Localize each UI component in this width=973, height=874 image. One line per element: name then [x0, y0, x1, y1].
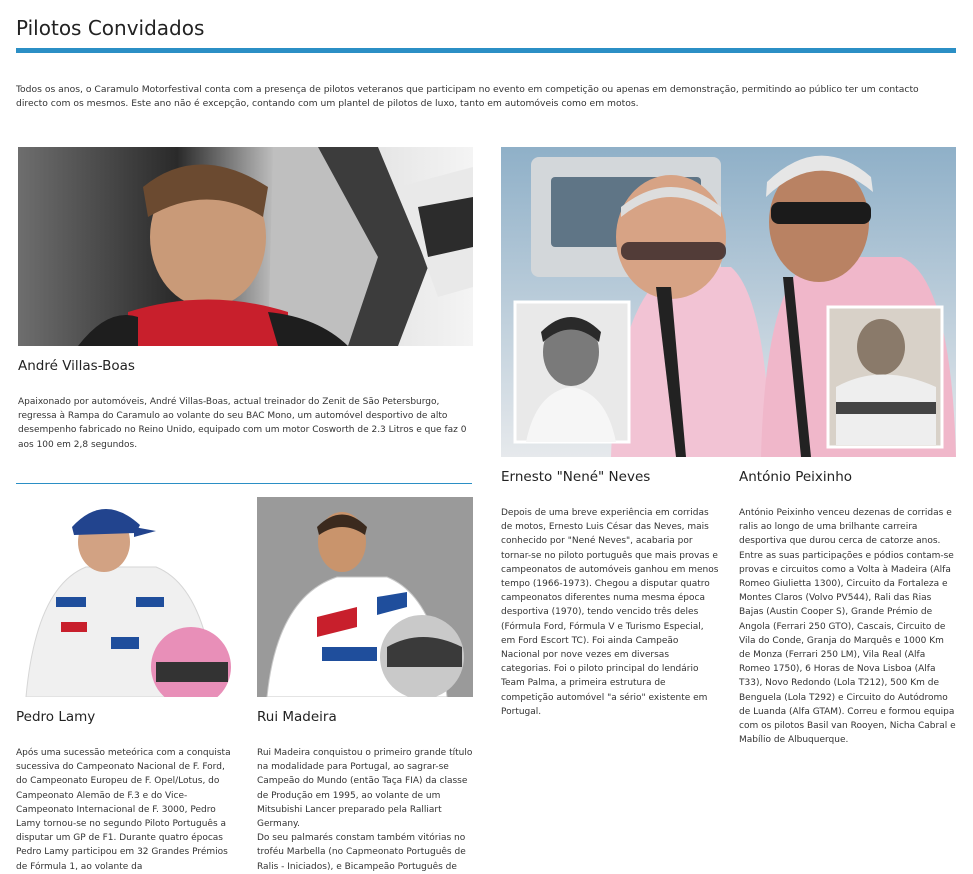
lamy-name: Pedro Lamy [16, 709, 96, 725]
villas-boas-name: André Villas-Boas [18, 358, 135, 374]
madeira-bio: Rui Madeira conquistou o primeiro grande título na modalidade para Portugal, ao sagrar-se Campeão do Mundo (então Taça FIA) da classe de Produção em 1995, ao volante de um Mitsubishi Lancer preparado pela Ralliart Germany. Do seu palmarés constam também vitórias no troféu Marbella (no Capmeonato Português de Ralis - Iniciados), e Bicampeão Português de [257, 748, 473, 872]
peixinho-bio: António Peixinho venceu dezenas de corridas e ralis ao longo de uma brilhante carreira desportiva que durou cerca de catorze anos. Entre as suas participações e pódios contam-se provas e circuitos como a Volta à Madeira (Alfa Romeo Giulietta 1300), Circuito da Fortaleza e Montes Claros (Volvo PV544), Rali das Rias Bajas (Austin Cooper S), Grande Prémio de Angola (Ferrari 250 GTO), Cascais, Circuito de Vila do Conde, Granja do Marquês e 1000 Km de Monza (Ferrari 250 LM), Vila Real (Alfa Romeo 1750), 6 Horas de Nova Lisboa (Alfa T33), Novo Redondo (Lola T212), 500 Km de Benguela (Lola T292) e Circuito do Autódromo de Luanda (Alfa GTAM). Correu e formou equipa com os pilotos Basil van Rooyen, Nicha Cabral e Mabílio de Albuquerque. [739, 508, 956, 746]
villas-boas-bio: Apaixonado por automóveis, André Villas-Boas, actual treinador do Zenit de São Petersburgo, regressa à Rampa do Caramulo ao volante do seu BAC Mono, um automóvel desportivo de alto desempenho fabricado no Reino Unido, equipado com um motor Cosworth de 2.3 Litros e que faz 0 aos 100 em 2,8 segundos. [18, 397, 467, 450]
intro-text: Todos os anos, o Caramulo Motorfestival conta com a presença de pilotos veteranos que participam no evento em competição ou apenas em demonstração, permitindo ao público ter um contacto directo com os mesmos. Este ano não é excepção, contando com um plantel de pilotos de luxo, tanto em automóveis como em motos. [16, 84, 919, 109]
madeira-photo [257, 497, 473, 697]
lamy-bio: Após uma sucessão meteórica com a conquista sucessiva do Campeonato Nacional de F. Ford, do Campeonato Europeu de F. Opel/Lotus, do Campeonato Alemão de F.3 e do Vice-Campeonato Internacional de F. 3000, Pedro Lamy tornou-se no segundo Piloto Português a disputar um GP de F1. Durante quatro épocas Pedro Lamy participou em 32 Grandes Prémios de Fórmula 1, ao volante da [16, 748, 231, 872]
madeira-name: Rui Madeira [257, 709, 337, 725]
neves-peixinho-photo [501, 147, 956, 457]
lamy-photo [16, 497, 232, 697]
page-title: Pilotos Convidados [16, 16, 205, 40]
section-divider [16, 483, 472, 484]
villas-boas-photo [18, 147, 473, 346]
neves-bio: Depois de uma breve experiência em corridas de motos, Ernesto Luis César das Neves, mais conhecido por "Nené Neves", acabaria por tornar-se no piloto português que mais provas e campeonatos de automóveis ganhou em menos tempo (1966-1973). Chegou a disputar quatro campeonatos diferentes numa mesma época desportiva (1970), tendo vencido três deles (Fórmula Ford, Fórmula V e Turismo Especial, em Ford Escort TC). Foi ainda Campeão Nacional por nove vezes em diversas categorias. Foi o piloto principal do lendário Team Palma, a primeira estrutura de competição automóvel "a sério" existente em Portugal. [501, 508, 719, 717]
neves-name: Ernesto "Nené" Neves [501, 469, 651, 485]
peixinho-name: António Peixinho [739, 469, 853, 485]
title-underline [16, 48, 956, 53]
